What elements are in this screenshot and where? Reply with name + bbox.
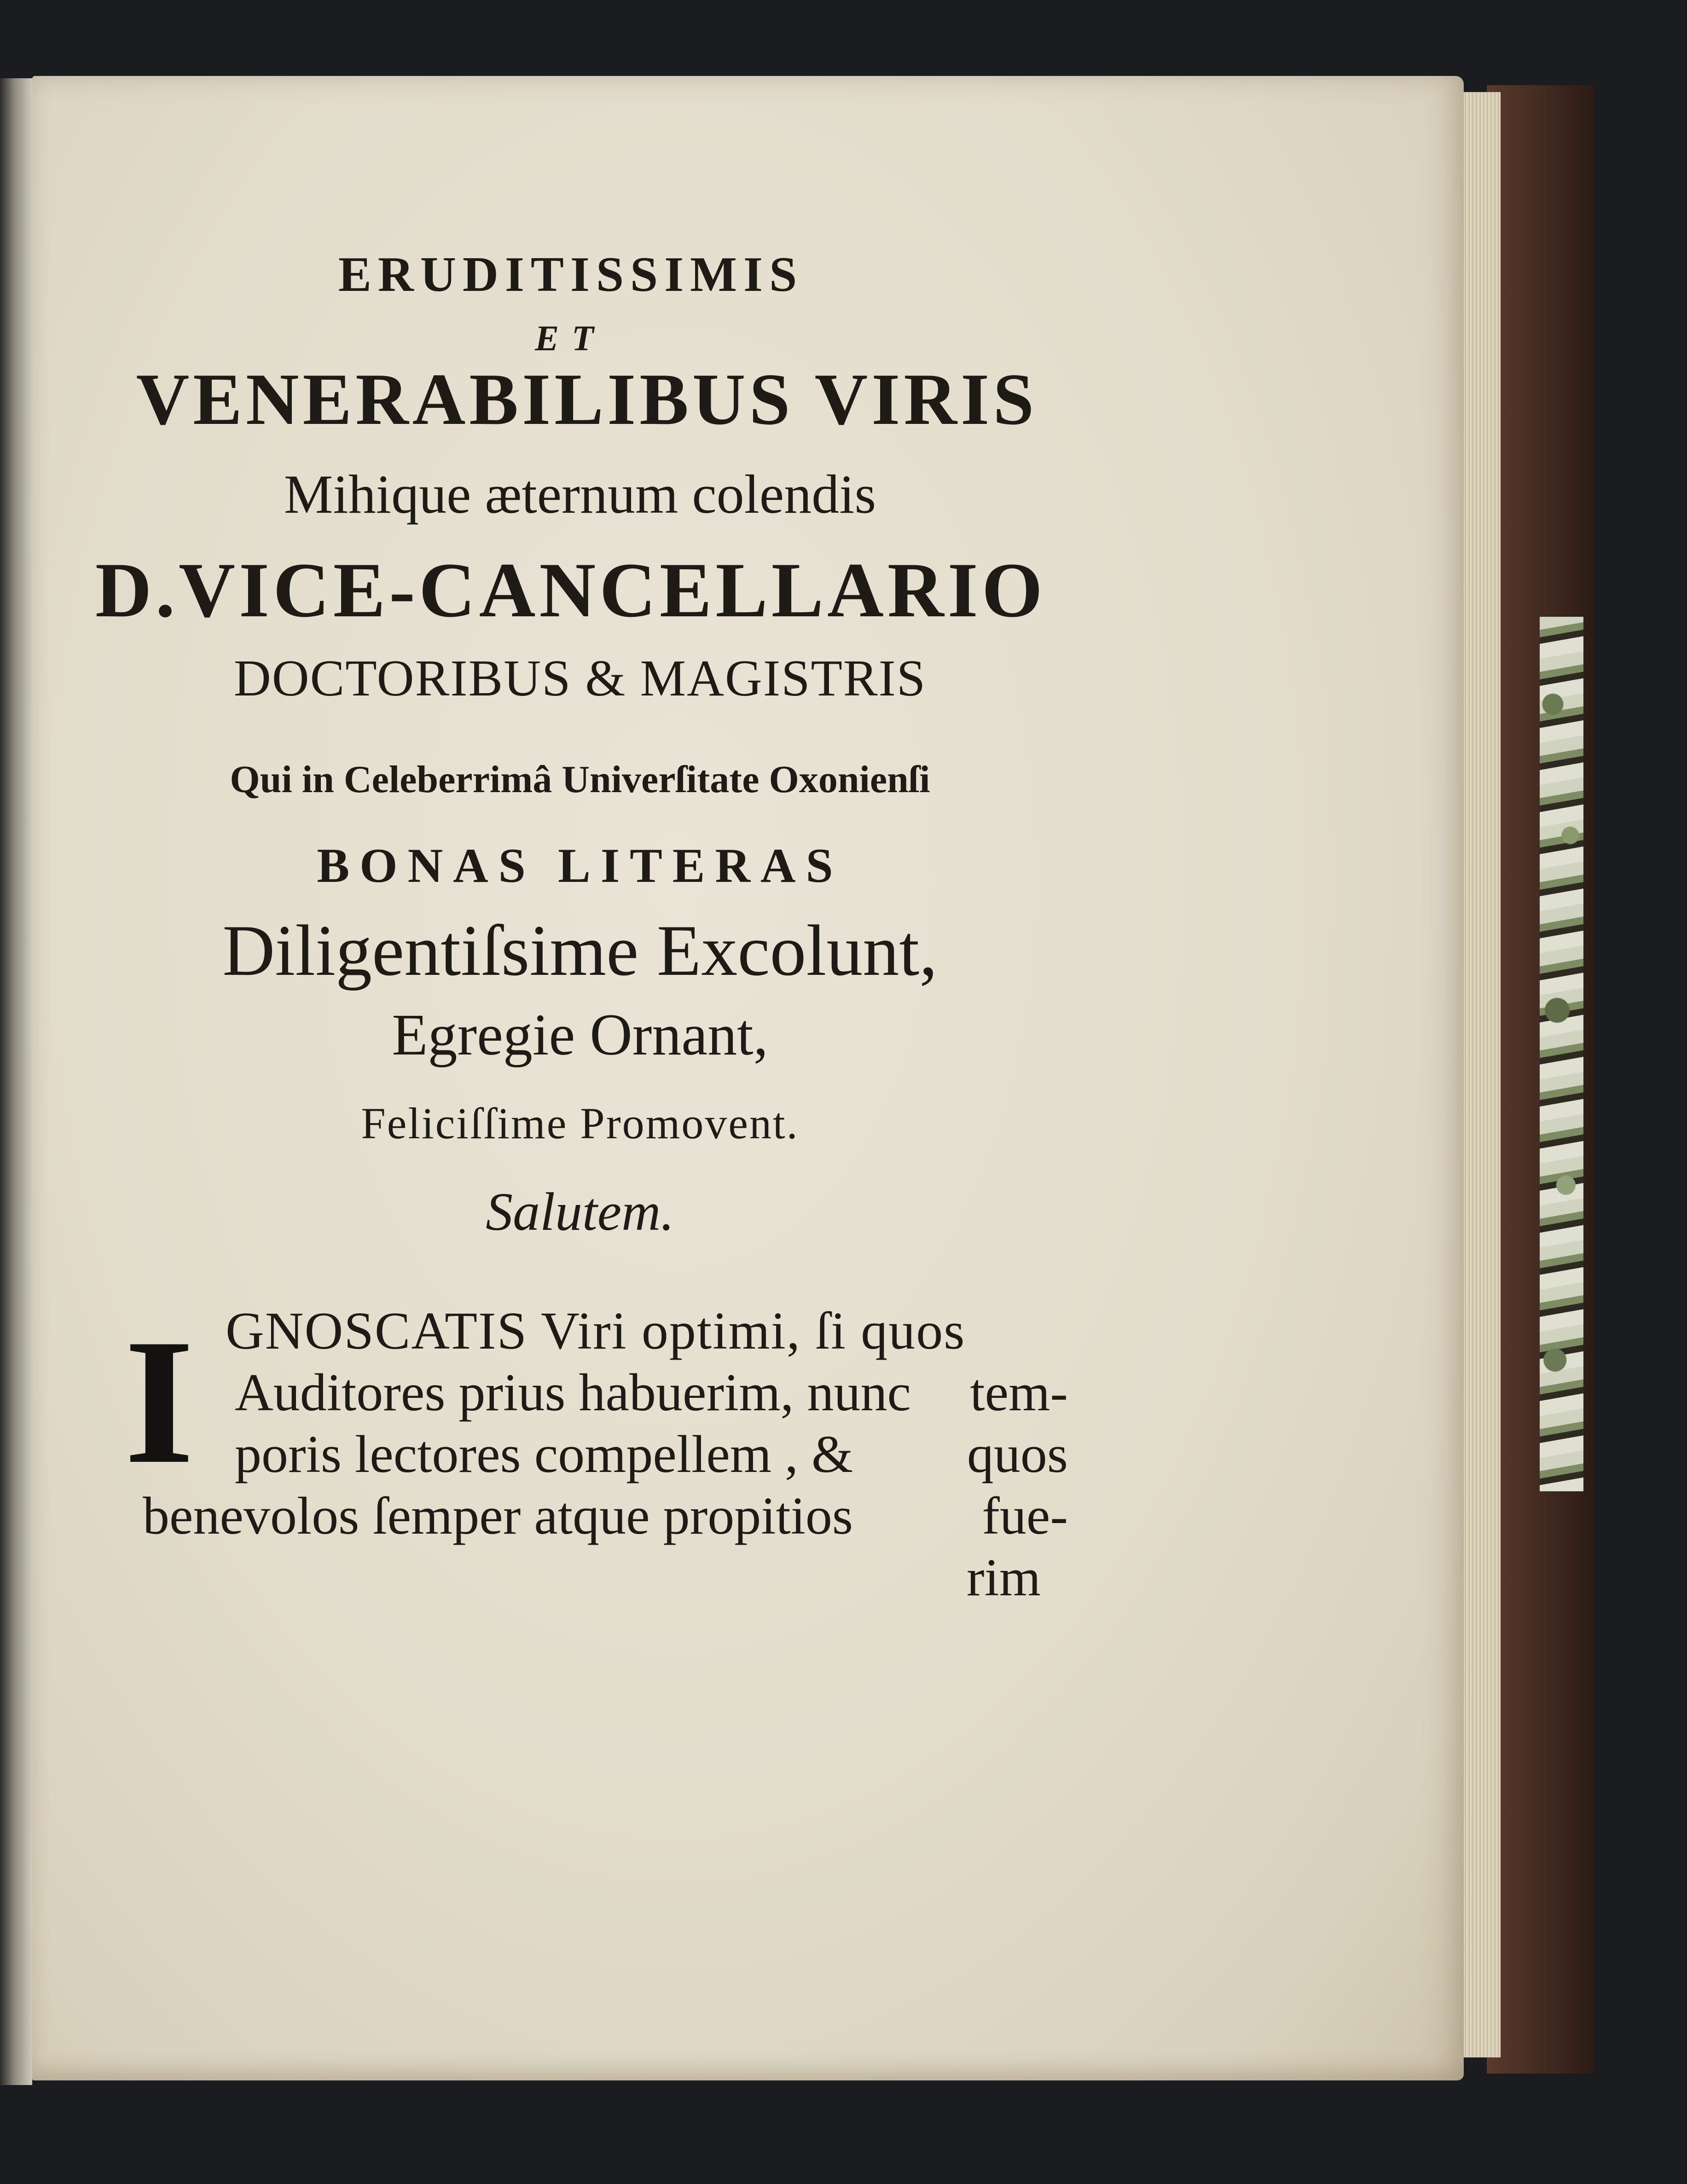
body-line-end: quos — [967, 1425, 1068, 1484]
body-line — [143, 1485, 1068, 1547]
dedication-line-mihique: Mihique æternum colendis — [284, 463, 876, 525]
dedication-line-doctoribus: DOCTORIBUS & MAGISTRIS — [233, 650, 927, 707]
body-line — [235, 1362, 1068, 1424]
body-line-hyphenated-end: fue- — [982, 1487, 1068, 1546]
dedication-line-salutem: Salutem. — [486, 1182, 674, 1242]
body-line-text: poris lectores compellem , & — [235, 1425, 853, 1484]
dedication-line-et: ET — [535, 318, 607, 358]
dedication-line-egregie: Egregie Ornant, — [392, 1002, 768, 1067]
body-line-text: Auditores prius habuerim, nunc — [235, 1363, 911, 1422]
catchword: rim — [967, 1548, 1041, 1607]
body-line — [235, 1424, 1068, 1485]
drop-cap: I — [124, 1302, 194, 1501]
dedication-line-venerabilibus: VENERABILIBUS VIRIS — [136, 358, 1038, 440]
dedication-line-eruditissimis: ERUDITISSIMIS — [338, 247, 804, 302]
marbled-endpaper — [1540, 617, 1583, 1491]
dedication-line-feliciffime: Feliciſſime Promovent. — [361, 1099, 799, 1148]
dedication-line-vice-cancellario: D.VICE-CANCELLARIO — [95, 547, 1047, 633]
dedication-line-bonas-literas: BONAS LITERAS — [317, 839, 843, 892]
dedication-line-universitate: Qui in Celeberrimâ Univerſitate Oxonienſi — [230, 758, 930, 801]
book-page — [32, 76, 1464, 2080]
body-line-text: benevolos ſemper atque propitios — [143, 1487, 853, 1546]
adjacent-page-edge — [0, 78, 32, 2085]
body-line: GNOSCATIS Viri optimi, ſi quos — [226, 1302, 966, 1361]
body-line-hyphenated-end: tem- — [970, 1363, 1068, 1422]
dedication-line-diligentissime: Diligentiſsime Excolunt, — [222, 910, 938, 991]
